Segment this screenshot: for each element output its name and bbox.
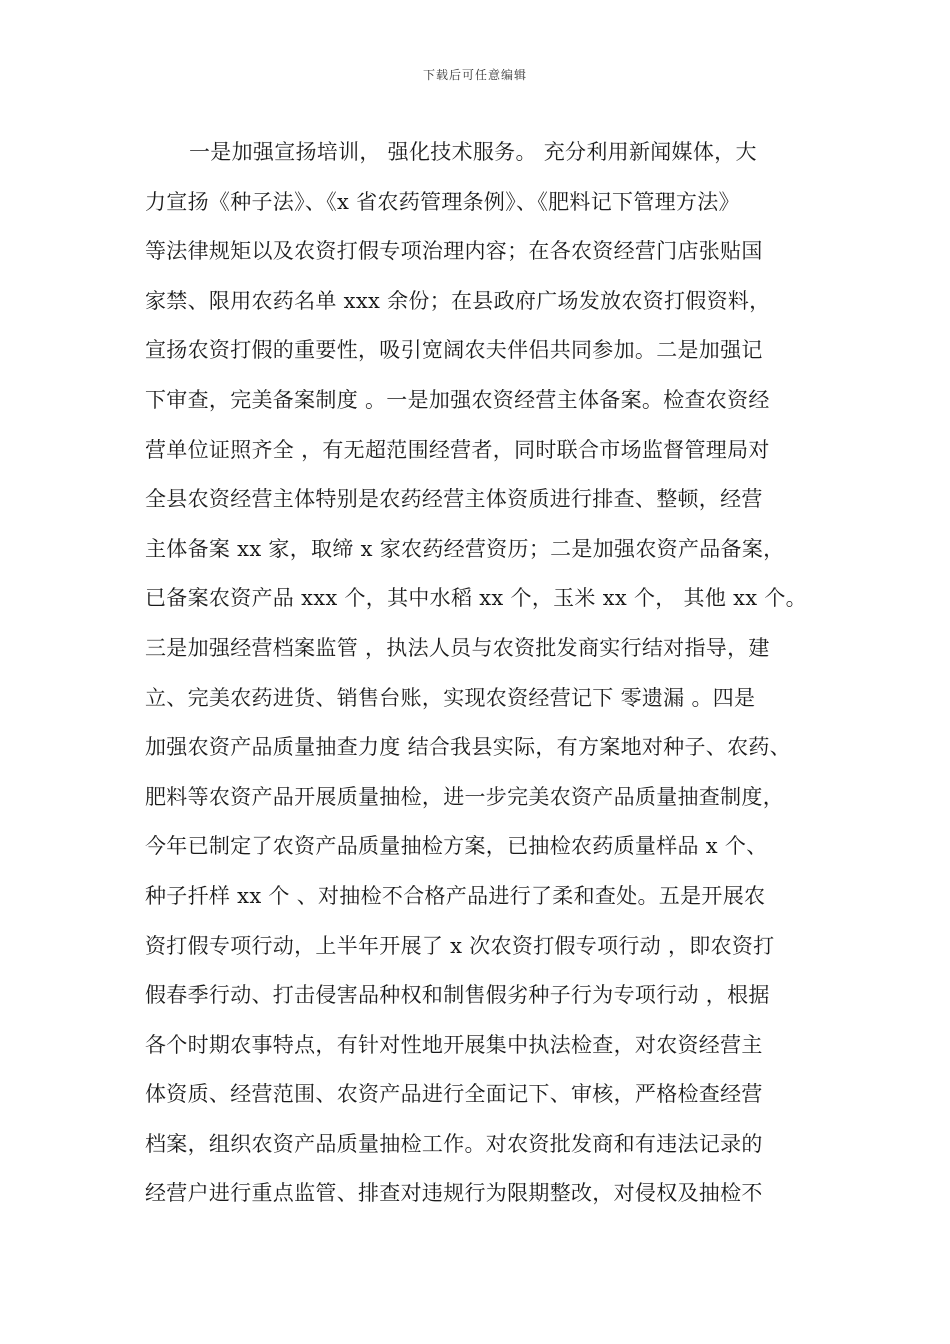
- text-line: 主体备案 xx 家，取缔 x 家农药经营资历；二是加强农资产品备案，: [145, 536, 785, 561]
- text-line: 立、完美农药进货、销售台账，实现农资经营记下 零遗漏 。四是: [145, 685, 756, 710]
- text-line: 今年已制定了农资产品质量抽检方案，已抽检农药质量样品 x 个、: [145, 834, 768, 859]
- page-header: 下载后可任意编辑: [422, 68, 527, 82]
- text-line: 种子扦样 xx 个 、对抽检不合格产品进行了柔和查处。五是开展农: [145, 883, 766, 908]
- text-line: 宣扬农资打假的重要性，吸引宽阔农夫伴侣共同参加。二是加强记: [145, 338, 763, 363]
- text-line: 假春季行动、打击侵害品种权和制售假劣种子行为专项行动 ，根据: [145, 983, 770, 1008]
- text-line: 经营户进行重点监管、排查对违规行为限期整改，对侵权及抽检不: [145, 1181, 763, 1206]
- text-line: 各个时期农事特点，有针对性地开展集中执法检查，对农资经营主: [145, 1032, 763, 1057]
- text-line: 全县农资经营主体特别是农药经营主体资质进行排查、整顿，经营: [145, 487, 763, 512]
- text-line: 加强农资产品质量抽查力度 结合我县实际，有方案地对种子、农药、: [145, 735, 791, 760]
- text-line: 三是加强经营档案监管 ，执法人员与农资批发商实行结对指导，建: [145, 635, 770, 660]
- text-line: 已备案农资产品 xxx 个，其中水稻 xx 个，玉米 xx 个， 其他 xx 个。: [145, 586, 807, 611]
- text-line: 资打假专项行动，上半年开展了 x 次农资打假专项行动 ，即农资打: [145, 933, 775, 958]
- body-text: [145, 128, 835, 1219]
- text-line: 下审查，完美备案制度 。一是加强农资经营主体备案。检查农资经: [145, 387, 770, 412]
- text-line: 家禁、限用农药名单 xxx 余份；在县政府广场发放农资打假资料，: [145, 288, 771, 313]
- text-line: 一是加强宣扬培训， 强化技术服务。 充分利用新闻媒体，大: [189, 140, 757, 164]
- text-line: 肥料等农资产品开展质量抽检，进一步完美农资产品质量抽查制度，: [145, 784, 784, 809]
- text-line: 力宣扬《种子法》、《x 省农药管理条例》、《肥料记下管理方法》: [145, 189, 740, 214]
- text-line: 等法律规矩以及农资打假专项治理内容；在各农资经营门店张贴国: [145, 239, 763, 264]
- text-line: 营单位证照齐全 ，有无超范围经营者，同时联合市场监督管理局对: [145, 437, 770, 462]
- text-line: 体资质、经营范围、农资产品进行全面记下、审核，严格检查经营: [145, 1082, 763, 1107]
- text-line: 档案，组织农资产品质量抽检工作。对农资批发商和有违法记录的: [145, 1131, 763, 1156]
